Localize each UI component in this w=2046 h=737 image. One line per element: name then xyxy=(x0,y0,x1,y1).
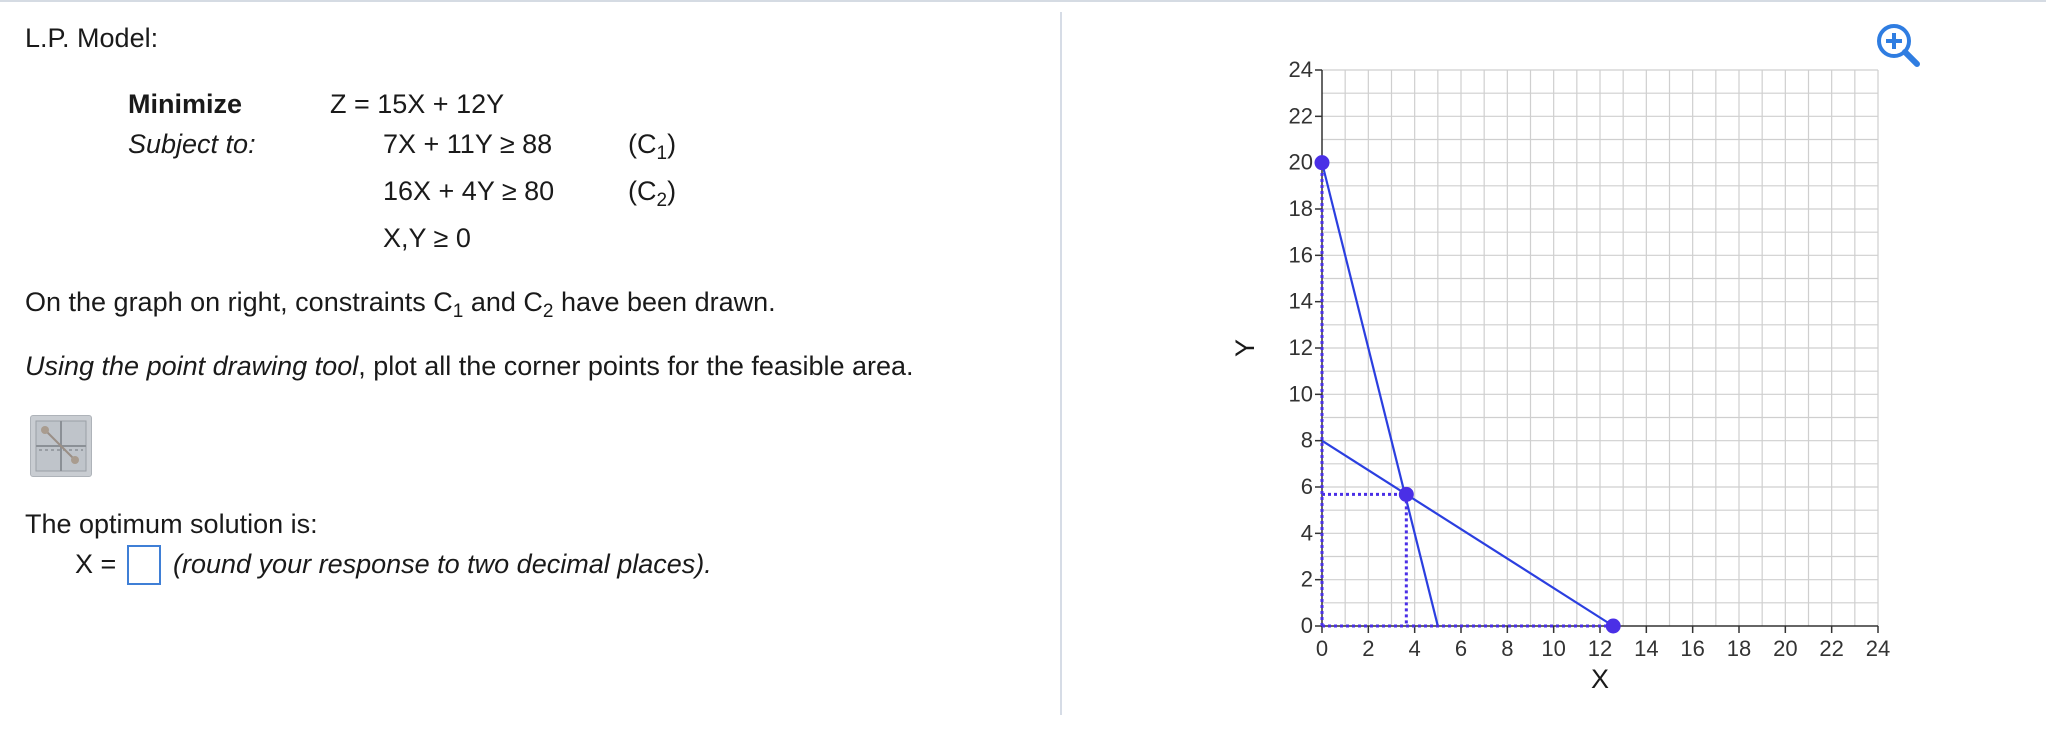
x-tick-label: 22 xyxy=(1819,636,1844,661)
instruction-constraints-drawn: On the graph on right, constraints $C_1$ and $C_2$ have been drawn. xyxy=(25,287,776,322)
y-tick-label: 4 xyxy=(1300,520,1313,546)
model-title: L.P. Model: xyxy=(25,23,159,53)
x-axis-title: X xyxy=(1590,664,1610,694)
x-tick-label: 4 xyxy=(1408,636,1421,661)
x-tick-label: 20 xyxy=(1773,636,1798,661)
point-drawing-tool-icon xyxy=(31,416,91,476)
x-tick-label: 16 xyxy=(1680,636,1705,661)
y-tick-label: 6 xyxy=(1300,474,1313,499)
constraint-c2: 16X + 4Y ≥ 80 xyxy=(383,176,555,206)
x-tick-label: 18 xyxy=(1726,636,1752,661)
corner-point xyxy=(1606,619,1621,634)
y-tick-label: 24 xyxy=(1288,57,1313,82)
y-tick-label: 10 xyxy=(1288,381,1313,407)
rounding-hint: (round your response to two decimal places). xyxy=(173,549,712,579)
corner-point xyxy=(1315,155,1330,170)
y-tick-label: 22 xyxy=(1288,103,1313,129)
instruction-plot-points: Using the point drawing tool, plot all the corner points for the feasible area. xyxy=(25,351,914,381)
nonnegativity-constraint: X,Y ≥ 0 xyxy=(383,223,471,253)
optimum-solution-label: The optimum solution is: xyxy=(25,509,318,539)
constraint-c1: 7X + 11Y ≥ 88 xyxy=(383,129,553,159)
point-drawing-tool-button[interactable] xyxy=(30,415,92,477)
subject-to-label: Subject to: xyxy=(128,129,256,159)
x-tick-label: 24 xyxy=(1865,636,1891,661)
y-tick-label: 2 xyxy=(1300,566,1313,592)
y-axis-title: Y xyxy=(1230,338,1260,358)
constraint-c1-tag: $(C_1)$ xyxy=(628,129,677,164)
lp-graph[interactable] xyxy=(1230,50,1910,700)
x-tick-label: 10 xyxy=(1541,636,1566,661)
x-tick-label: 12 xyxy=(1587,636,1613,661)
y-tick-label: 20 xyxy=(1288,149,1313,175)
objective-function: Z = 15X + 12Y xyxy=(330,89,505,119)
minimize-label: Minimize xyxy=(128,89,243,119)
x-tick-label: 6 xyxy=(1454,636,1468,661)
top-border xyxy=(0,0,2046,2)
y-tick-label: 8 xyxy=(1300,427,1313,453)
x-tick-label: 2 xyxy=(1362,636,1375,661)
y-tick-label: 18 xyxy=(1288,196,1313,221)
y-tick-label: 0 xyxy=(1300,613,1313,638)
y-tick-label: 16 xyxy=(1288,242,1313,268)
y-tick-label: 14 xyxy=(1288,288,1313,314)
panel-divider xyxy=(1060,12,1062,715)
constraint-c2-tag: $(C_2)$ xyxy=(628,176,677,211)
x-equals-label: X = xyxy=(75,549,117,579)
corner-point xyxy=(1399,487,1414,502)
x-tick-label: 0 xyxy=(1315,636,1329,661)
x-tick-label: 8 xyxy=(1501,636,1514,661)
x-answer-input[interactable] xyxy=(127,545,161,585)
y-tick-label: 12 xyxy=(1288,335,1313,360)
x-tick-label: 14 xyxy=(1634,636,1659,661)
